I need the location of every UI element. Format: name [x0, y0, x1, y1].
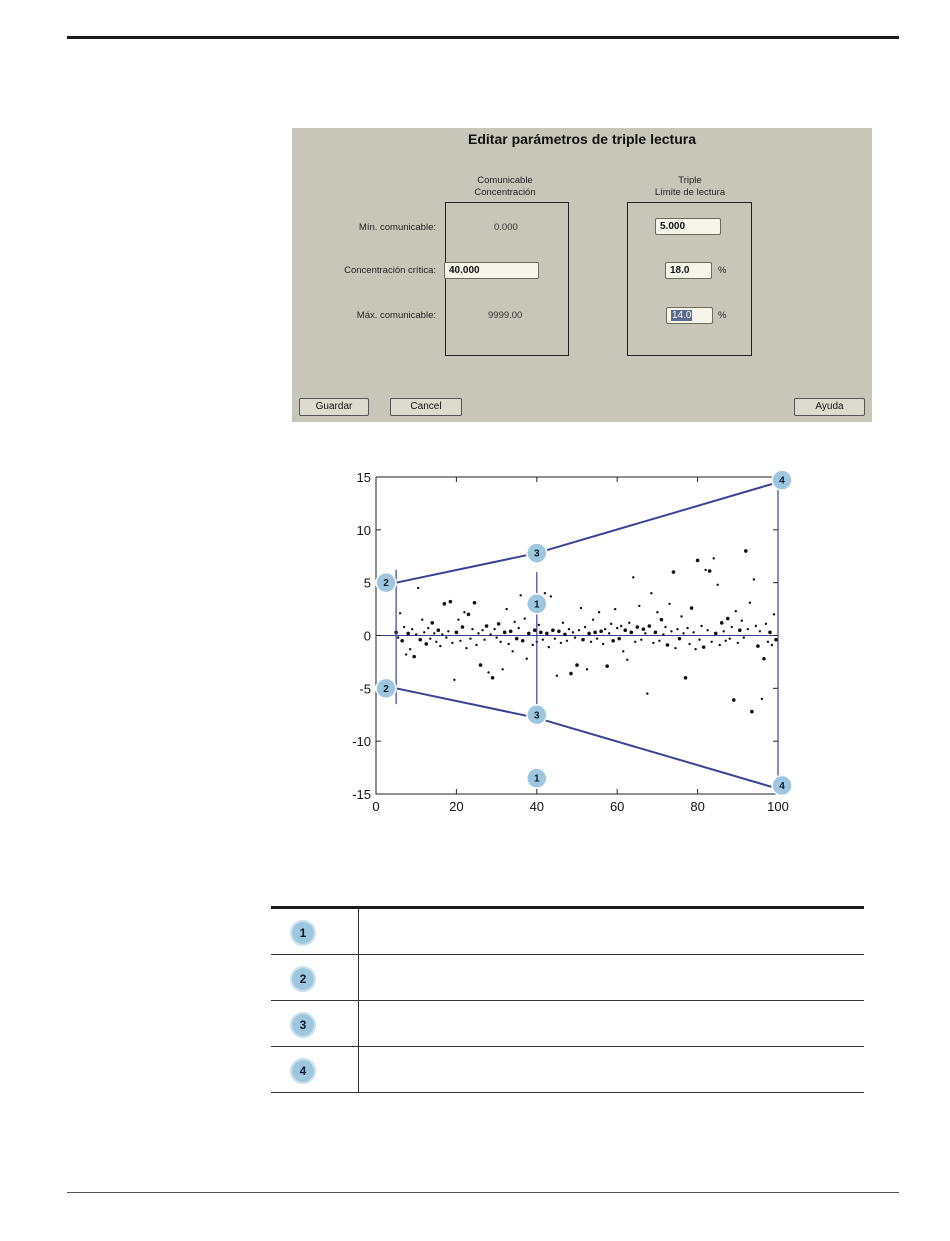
dialog-title: Editar parámetros de triple lectura: [468, 131, 696, 147]
data-point: [439, 645, 441, 647]
data-point: [471, 628, 473, 630]
data-point: [497, 622, 501, 626]
data-point: [493, 628, 495, 630]
data-point: [520, 594, 522, 596]
data-point: [509, 629, 513, 633]
data-point: [670, 630, 672, 632]
data-point: [515, 637, 519, 641]
callout-label: 3: [534, 548, 540, 560]
data-point: [608, 632, 610, 634]
data-point: [499, 641, 501, 643]
y-tick-label: -5: [359, 681, 371, 697]
data-point: [411, 628, 413, 630]
data-point: [664, 626, 666, 628]
y-tick-label: -10: [352, 734, 371, 750]
data-point: [592, 618, 594, 620]
data-point: [771, 644, 773, 646]
callouts: [376, 470, 792, 795]
data-point: [568, 628, 570, 630]
data-point: [747, 628, 749, 630]
data-point: [658, 640, 660, 642]
data-point: [729, 637, 731, 639]
column-header-right-line1: Triple: [678, 175, 702, 186]
legend-row: [271, 1047, 864, 1093]
data-point: [617, 637, 621, 641]
y-tick-label: 5: [363, 575, 371, 591]
column-header-left-line2: Concentración: [474, 187, 536, 198]
data-point: [737, 642, 739, 644]
data-point: [692, 631, 694, 633]
callout-label: 3: [534, 710, 540, 722]
bottom-rule: [67, 1192, 899, 1193]
x-tick-label: 0: [372, 799, 380, 814]
data-point: [551, 628, 555, 632]
data-point: [750, 710, 754, 714]
upper-limit-line: [396, 482, 778, 582]
data-point: [774, 638, 778, 642]
x-tick-label: 20: [449, 799, 464, 814]
callout-label: 4: [779, 781, 785, 793]
data-point: [578, 629, 580, 631]
data-point: [660, 618, 664, 622]
data-point: [604, 628, 606, 630]
data-point: [743, 636, 745, 638]
save-button[interactable]: Guardar: [299, 398, 369, 416]
data-point: [690, 606, 694, 610]
max-reportable-limit-input[interactable]: [666, 307, 713, 324]
data-point: [662, 633, 664, 635]
triple-read-dialog: [292, 128, 872, 422]
data-point: [465, 647, 467, 649]
critical-limit-input[interactable]: [665, 262, 712, 279]
data-point: [455, 631, 459, 635]
callout-badge-3: 3: [290, 1012, 316, 1038]
data-point: [759, 630, 761, 632]
data-point: [717, 584, 719, 586]
callout-badge: [376, 678, 396, 698]
data-point: [539, 631, 543, 635]
data-point: [632, 576, 634, 578]
critical-limit-unit: %: [718, 265, 727, 276]
data-point: [542, 639, 544, 641]
data-point: [762, 657, 766, 661]
data-point: [644, 632, 646, 634]
selected-text: 14.0: [672, 310, 692, 321]
data-point: [538, 624, 540, 626]
callout-label: 2: [383, 683, 389, 695]
data-point: [459, 640, 461, 642]
data-point: [650, 592, 652, 594]
data-point: [700, 625, 702, 627]
help-button[interactable]: Ayuda: [794, 398, 865, 416]
data-point: [744, 549, 748, 553]
data-point: [503, 631, 507, 635]
data-point: [704, 569, 706, 571]
data-point: [447, 630, 449, 632]
data-point: [741, 620, 743, 622]
legend-number-cell: [271, 955, 359, 1001]
column-header-right-line2: Límite de lectura: [654, 187, 726, 198]
legend-description: [359, 1047, 865, 1093]
data-point: [483, 639, 485, 641]
cancel-button[interactable]: Cancel: [390, 398, 462, 416]
data-point: [569, 672, 573, 676]
data-point: [611, 639, 615, 643]
data-point: [584, 626, 586, 628]
data-point: [457, 618, 459, 620]
x-tick-label: 40: [529, 799, 545, 814]
data-point: [620, 625, 622, 627]
callout-badge: [527, 768, 547, 788]
data-point: [656, 611, 658, 613]
data-point: [773, 613, 775, 615]
column-header-left: [445, 175, 565, 199]
data-point: [495, 636, 497, 638]
data-point: [572, 631, 574, 633]
data-point: [648, 624, 652, 628]
y-tick-label: 15: [356, 470, 371, 485]
data-point: [473, 601, 477, 605]
data-point: [755, 625, 757, 627]
data-point: [614, 608, 616, 610]
data-point: [688, 643, 690, 645]
data-point: [554, 637, 556, 639]
data-point: [698, 639, 700, 641]
data-point: [518, 627, 520, 629]
data-point: [622, 650, 624, 652]
min-reportable-limit-input[interactable]: [655, 218, 721, 235]
x-tick-label: 80: [690, 799, 705, 814]
data-point: [421, 618, 423, 620]
data-point: [575, 663, 579, 667]
data-point: [526, 658, 528, 660]
data-point: [676, 628, 678, 630]
x-tick-label: 60: [609, 799, 625, 814]
data-point: [680, 615, 682, 617]
data-point: [596, 637, 598, 639]
legend-row: [271, 908, 864, 955]
data-point: [507, 643, 509, 645]
data-point: [702, 645, 706, 649]
data-point: [563, 633, 567, 637]
data-point: [652, 642, 654, 644]
data-point: [587, 632, 591, 636]
data-point: [461, 625, 465, 629]
data-point: [550, 595, 552, 597]
data-point: [489, 633, 491, 635]
critical-concentration-input[interactable]: [444, 262, 539, 279]
data-point: [738, 628, 742, 632]
data-point: [479, 663, 483, 667]
data-point: [666, 643, 670, 647]
axis-ticks: [352, 470, 789, 814]
legend-description: [359, 955, 865, 1001]
callout-label: 2: [383, 578, 389, 590]
data-point: [694, 648, 696, 650]
data-point: [556, 674, 558, 676]
data-point: [725, 640, 727, 642]
data-point: [712, 557, 714, 559]
callout-badge-2: 2: [290, 966, 316, 992]
callout-badge-4: 4: [290, 1058, 316, 1084]
data-point: [767, 641, 769, 643]
data-point: [654, 631, 658, 635]
data-point: [406, 632, 410, 636]
data-point: [605, 664, 609, 668]
data-point: [477, 632, 479, 634]
data-point: [423, 631, 425, 633]
data-point: [626, 659, 628, 661]
data-point: [753, 578, 755, 580]
data-point: [435, 641, 437, 643]
lower-limit-line: [396, 688, 778, 788]
data-point: [731, 626, 733, 628]
data-point: [427, 627, 429, 629]
data-point: [638, 605, 640, 607]
critical-concentration-label: Concentración crítica:: [344, 265, 436, 276]
data-point: [672, 570, 676, 574]
data-point: [418, 638, 422, 642]
data-point: [424, 642, 428, 646]
legend-row: [271, 1001, 864, 1047]
data-point: [723, 630, 725, 632]
callout-badge: [772, 776, 792, 796]
callout-label: 1: [534, 773, 540, 785]
data-point: [602, 643, 604, 645]
legend-number-cell: [271, 908, 359, 955]
data-point: [501, 668, 503, 670]
callout-label: 1: [534, 599, 540, 611]
data-point: [511, 650, 513, 652]
legend-description: [359, 1001, 865, 1047]
data-point: [682, 632, 684, 634]
data-point: [443, 602, 447, 606]
data-point: [451, 642, 453, 644]
data-point: [475, 644, 477, 646]
data-point: [415, 633, 417, 635]
legend-number-cell: [271, 1047, 359, 1093]
data-point: [430, 621, 434, 625]
data-point: [708, 569, 712, 573]
plot-frame: [376, 477, 778, 794]
column-header-left-line1: Comunicable: [477, 175, 533, 186]
data-point: [513, 621, 515, 623]
data-point: [616, 627, 618, 629]
data-point: [412, 655, 416, 659]
data-point: [768, 631, 772, 635]
data-point: [521, 639, 525, 643]
data-point: [400, 639, 404, 643]
callout-badge: [772, 470, 792, 490]
data-point: [732, 698, 736, 702]
data-point: [684, 676, 688, 680]
data-point: [397, 636, 399, 638]
y-tick-label: 0: [363, 628, 371, 644]
max-reportable-value: 9999.00: [488, 310, 523, 321]
top-rule: [67, 36, 899, 39]
data-point: [437, 628, 441, 632]
data-point: [562, 622, 564, 624]
callout-label: 4: [779, 475, 785, 487]
data-point: [636, 625, 640, 629]
y-tick-label: -15: [352, 787, 371, 802]
data-point: [580, 607, 582, 609]
data-point: [441, 633, 443, 635]
data-point: [610, 623, 612, 625]
data-point: [756, 644, 760, 648]
data-point: [485, 624, 489, 628]
data-point: [642, 627, 646, 631]
max-reportable-label: Máx. comunicable:: [356, 310, 436, 321]
data-point: [640, 639, 642, 641]
callout-badge-1: 1: [290, 920, 316, 946]
data-point: [467, 613, 471, 617]
data-point: [590, 641, 592, 643]
data-point: [533, 628, 537, 632]
data-point: [678, 637, 682, 641]
data-point: [574, 636, 576, 638]
data-point: [399, 612, 401, 614]
data-point: [599, 629, 603, 633]
legend-number-cell: [271, 1001, 359, 1047]
data-point: [566, 640, 568, 642]
data-point: [453, 679, 455, 681]
data-point: [491, 676, 495, 680]
data-point: [445, 636, 447, 638]
callout-legend-table: [271, 906, 864, 1093]
data-point: [761, 698, 763, 700]
data-point: [545, 632, 549, 636]
data-point: [548, 646, 550, 648]
data-point: [532, 644, 534, 646]
data-point: [524, 617, 526, 619]
y-tick-label: 10: [356, 522, 371, 538]
data-points: [394, 549, 777, 713]
data-point: [560, 642, 562, 644]
min-reportable-value: 0.000: [494, 222, 518, 233]
data-point: [481, 629, 483, 631]
callout-badge: [376, 573, 396, 593]
x-tick-label: 100: [767, 799, 789, 814]
data-point: [629, 631, 633, 635]
data-point: [469, 637, 471, 639]
data-point: [720, 621, 724, 625]
data-point: [429, 637, 431, 639]
column-header-right: [628, 175, 752, 199]
data-point: [710, 641, 712, 643]
callout-badge: [527, 705, 547, 725]
data-point: [646, 692, 648, 694]
min-reportable-label: Mín. comunicable:: [358, 222, 436, 233]
data-point: [544, 592, 546, 594]
data-point: [409, 648, 411, 650]
data-point: [623, 628, 627, 632]
max-reportable-limit-unit: %: [718, 310, 727, 321]
callout-badge: [527, 543, 547, 563]
data-point: [735, 610, 737, 612]
data-point: [598, 611, 600, 613]
data-point: [586, 668, 588, 670]
data-point: [403, 626, 405, 628]
triple-read-limit-chart: [340, 465, 800, 820]
data-point: [463, 611, 465, 613]
data-point: [433, 632, 435, 634]
data-point: [696, 559, 700, 563]
data-point: [487, 671, 489, 673]
data-point: [628, 622, 630, 624]
data-point: [505, 608, 507, 610]
data-point: [719, 644, 721, 646]
data-point: [714, 632, 718, 636]
data-point: [668, 603, 670, 605]
legend-description: [359, 908, 865, 955]
data-point: [634, 641, 636, 643]
data-point: [686, 627, 688, 629]
data-point: [405, 653, 407, 655]
legend-row: [271, 955, 864, 1001]
data-point: [449, 600, 453, 604]
data-point: [581, 638, 585, 642]
data-point: [674, 647, 676, 649]
data-point: [726, 617, 730, 621]
data-point: [417, 587, 419, 589]
data-point: [557, 629, 561, 633]
data-point: [749, 602, 751, 604]
data-point: [765, 623, 767, 625]
data-point: [706, 629, 708, 631]
data-point: [593, 631, 597, 635]
data-point: [527, 632, 531, 636]
callout-badge: [527, 594, 547, 614]
